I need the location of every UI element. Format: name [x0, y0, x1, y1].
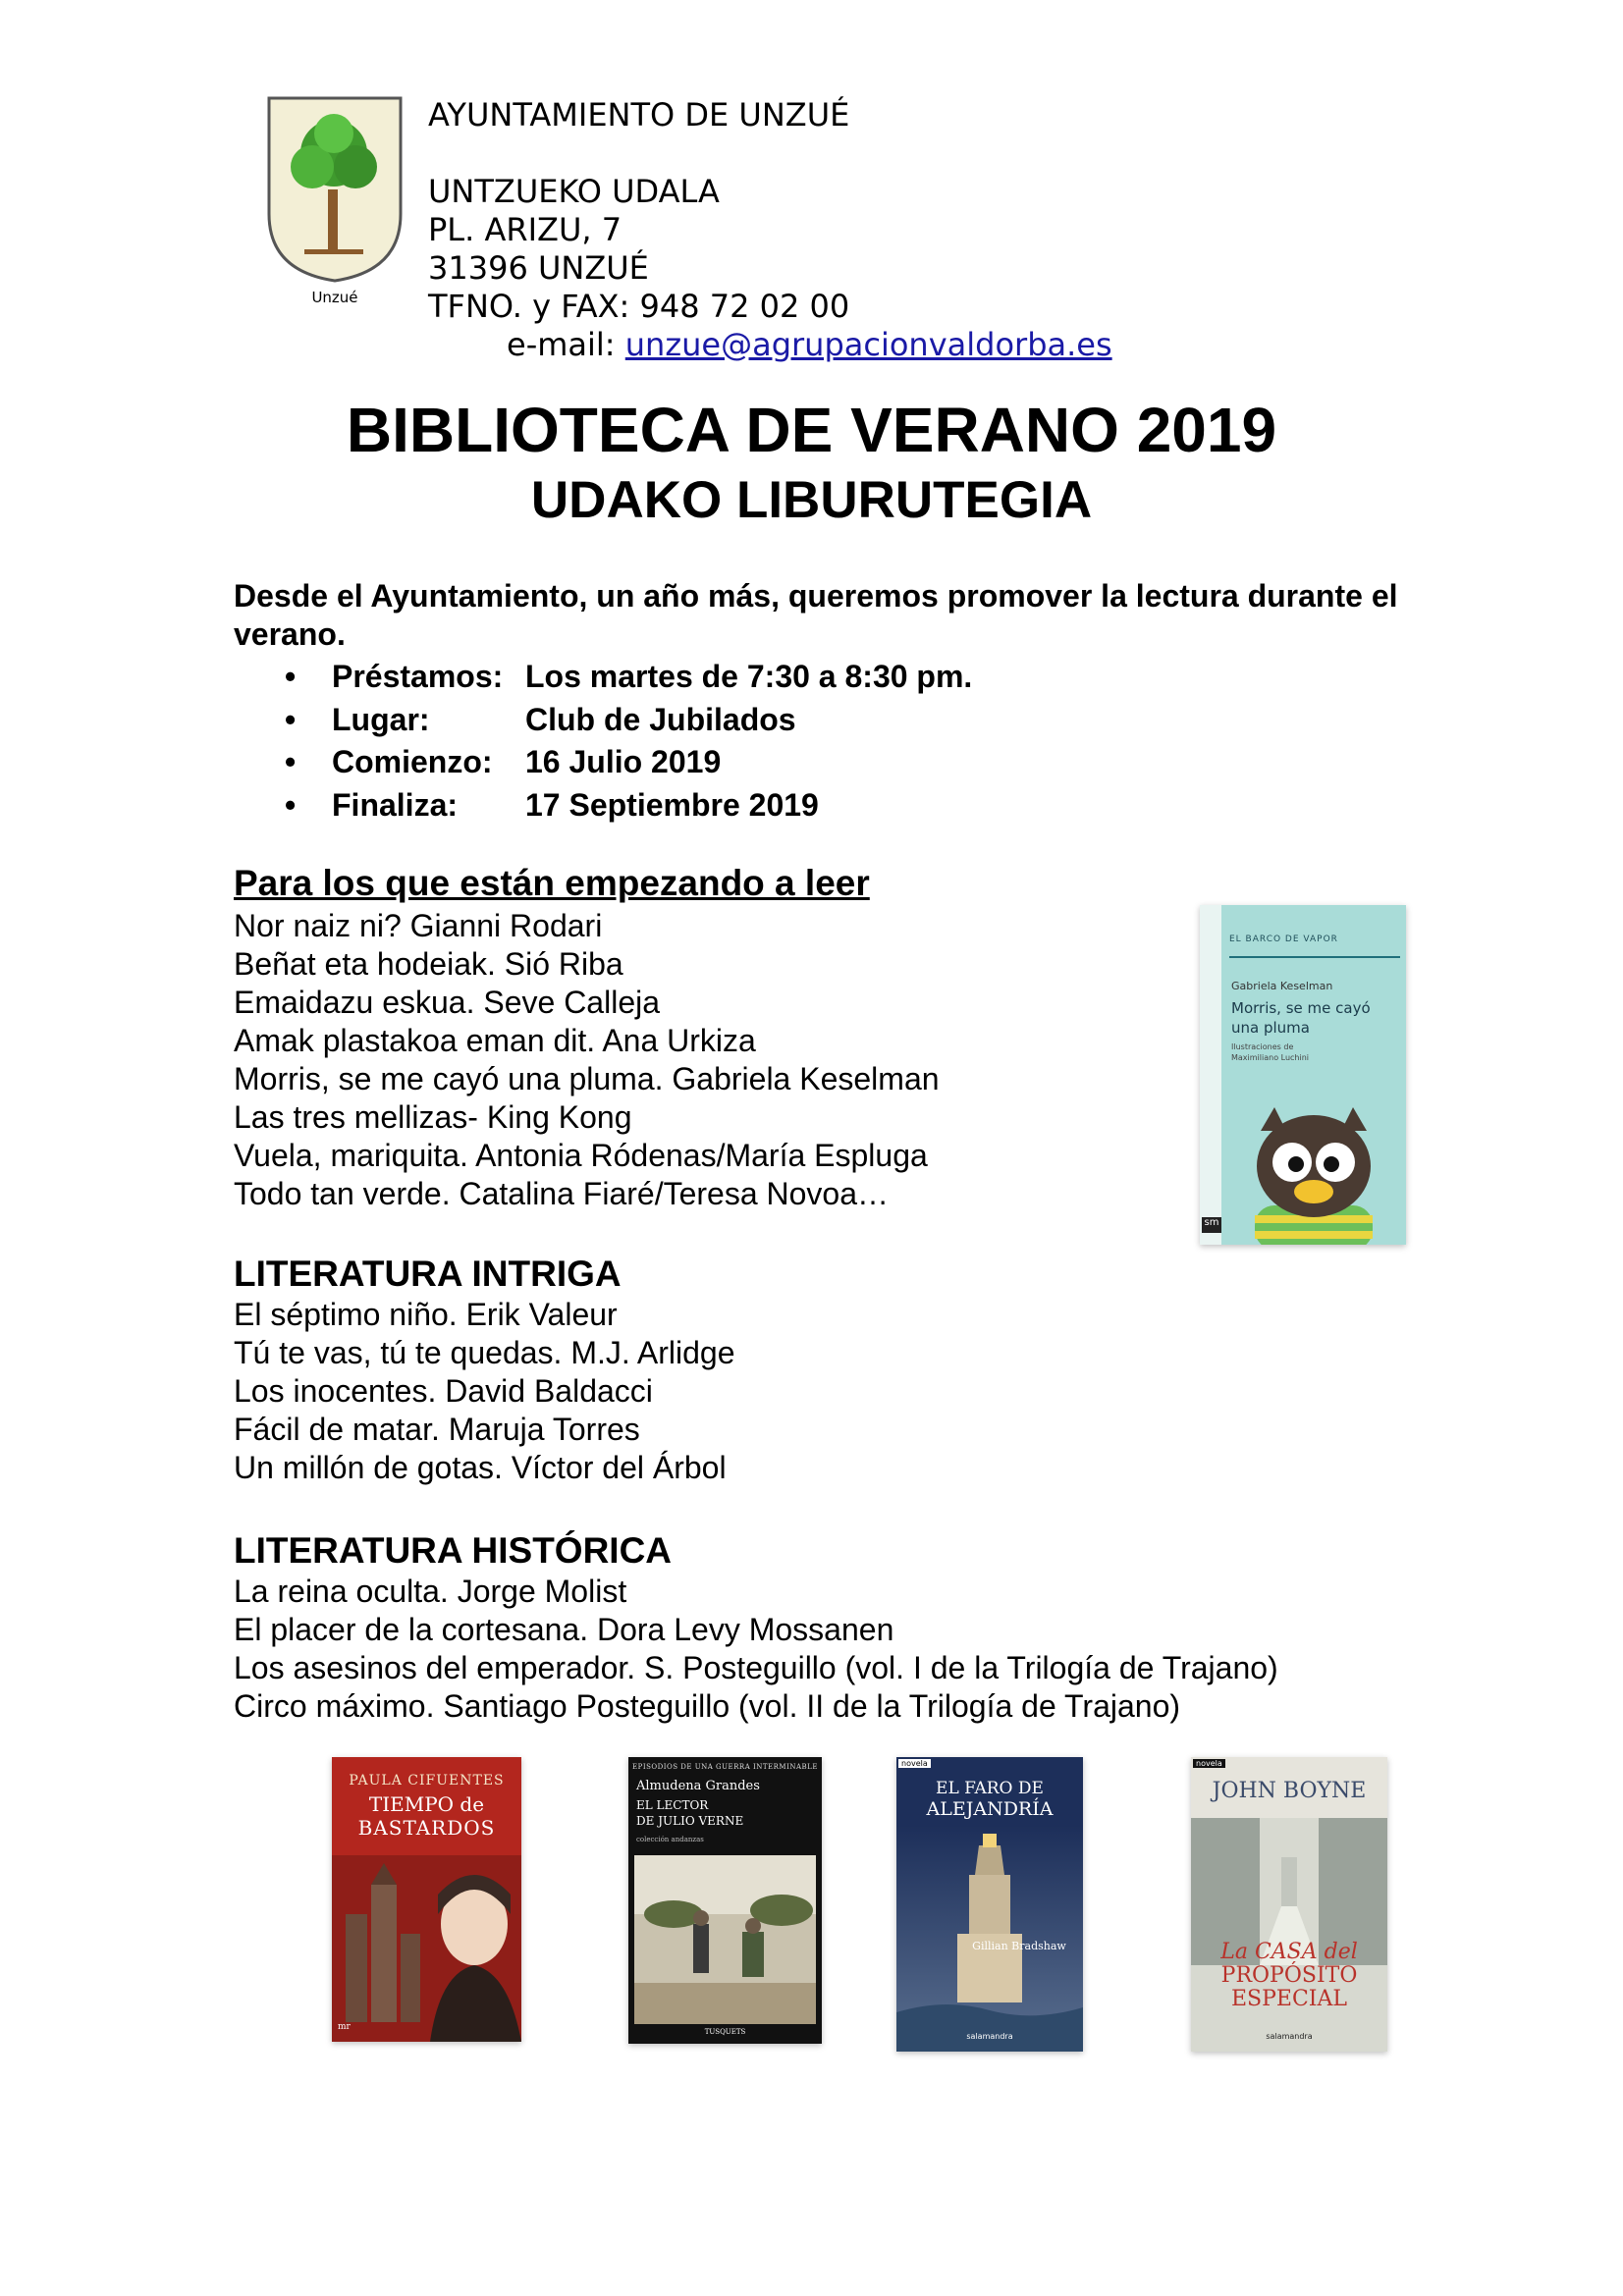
lighthouse-illustration-icon: [896, 1826, 1083, 2052]
book-cover-la-casa-del-proposito-especial: [1191, 1757, 1387, 2052]
cover-title-line2: ALEJANDRÍA: [926, 1798, 1054, 1820]
list-item: Los asesinos del emperador. S. Posteguillo (vol. I de la Trilogía de Trajano): [234, 1650, 1278, 1685]
cover-publisher: sm: [1202, 1217, 1221, 1233]
list-item: Un millón de gotas. Víctor del Árbol: [234, 1450, 727, 1485]
detail-value: Los martes de 7:30 a 8:30 pm.: [525, 659, 973, 694]
cover-title-line1: EL LECTOR: [636, 1798, 709, 1812]
list-item: Todo tan verde. Catalina Fiaré/Teresa Novoa…: [234, 1176, 890, 1211]
owl-illustration-icon: [1245, 1097, 1382, 1245]
list-item: Amak plastakoa eman dit. Ana Urkiza: [234, 1023, 756, 1058]
email-label: e-mail:: [507, 326, 616, 363]
detail-value: Club de Jubilados: [525, 701, 796, 737]
detail-value: 17 Septiembre 2019: [525, 786, 819, 823]
bullet-icon: •: [285, 659, 297, 694]
cover-author: JOHN BOYNE: [1212, 1779, 1367, 1803]
cover-label: novela: [898, 1759, 931, 1768]
cover-title-line2: BASTARDOS: [357, 1816, 496, 1840]
list-item: Las tres mellizas- King Kong: [234, 1099, 632, 1135]
book-cover-el-lector-de-julio-verne: [628, 1757, 822, 2044]
book-cover-morris: [1200, 905, 1406, 1245]
org-name-eu: UNTZUEKO UDALA: [428, 173, 720, 210]
book-list-beginners: [234, 907, 940, 1213]
section-title-intrigue: LITERATURA INTRIGA: [234, 1254, 622, 1294]
street-address: PL. ARIZU, 7: [428, 211, 622, 248]
page-subtitle: UDAKO LIBURUTEGIA: [530, 471, 1093, 529]
book-cover-tiempo-de-bastardos: [332, 1757, 521, 2042]
email-line: [428, 326, 1112, 364]
photo-illustration-icon: [634, 1855, 816, 2024]
list-item: Beñat eta hodeiak. Sió Riba: [234, 946, 623, 982]
section-title-beginners: Para los que están empezando a leer: [234, 863, 870, 903]
cover-series: EL BARCO DE VAPOR: [1229, 934, 1338, 944]
list-item: El séptimo niño. Erik Valeur: [234, 1297, 618, 1332]
cover-author: PAULA CIFUENTES: [349, 1773, 505, 1789]
cover-publisher: salamandra: [966, 2032, 1013, 2041]
cover-title-line1: EL FARO DE: [936, 1779, 1044, 1798]
detail-value: 16 Julio 2019: [525, 744, 722, 779]
cover-title-line1: TIEMPO de: [368, 1792, 485, 1816]
cover-title-line1: Morris, se me cayó: [1231, 999, 1371, 1017]
coat-of-arms-logo: [265, 96, 405, 306]
list-item: La reina oculta. Jorge Molist: [234, 1574, 627, 1609]
cover-publisher: mr: [338, 2022, 351, 2032]
list-item: El placer de la cortesana. Dora Levy Mossanen: [234, 1612, 894, 1647]
cover-title-line2: PROPÓSITO: [1220, 1963, 1358, 1988]
list-item: Tú te vas, tú te quedas. M.J. Arlidge: [234, 1335, 735, 1370]
list-item: Morris, se me cayó una pluma. Gabriela Keselman: [234, 1061, 940, 1096]
section-title-historical: LITERATURA HISTÓRICA: [234, 1530, 673, 1571]
cover-illustrator: Maximiliano Luchini: [1231, 1053, 1310, 1062]
cover-author: Gillian Bradshaw: [972, 1940, 1066, 1952]
cover-author: Almudena Grandes: [636, 1779, 760, 1793]
list-item: Fácil de matar. Maruja Torres: [234, 1412, 640, 1447]
cover-label: novela: [1193, 1759, 1225, 1768]
cover-publisher: TUSQUETS: [704, 2028, 746, 2036]
phone-fax: TFNO. y FAX: 948 72 02 00: [428, 288, 850, 325]
intro-paragraph: Desde el Ayuntamiento, un año más, queremos promover la lectura durante el verano.: [234, 578, 1398, 652]
cover-title-line2: DE JULIO VERNE: [636, 1814, 744, 1828]
list-item: Emaidazu eskua. Seve Calleja: [234, 985, 661, 1020]
org-name-es: AYUNTAMIENTO DE UNZUÉ: [428, 96, 850, 133]
book-list-historical: [234, 1573, 1278, 1726]
detail-label: Lugar:: [332, 701, 430, 737]
list-item: Vuela, mariquita. Antonia Ródenas/María Espluga: [234, 1138, 928, 1173]
list-item: Los inocentes. David Baldacci: [234, 1373, 653, 1409]
detail-label: Préstamos:: [332, 659, 504, 694]
bullet-icon: •: [285, 701, 297, 737]
detail-label: Finaliza:: [332, 786, 459, 823]
book-list-intrigue: [234, 1296, 734, 1487]
address-block: [428, 96, 1112, 364]
cover-series: EPISODIOS DE UNA GUERRA INTERMINABLE: [632, 1763, 818, 1771]
email-link[interactable]: unzue@agrupacionvaldorba.es: [624, 326, 1112, 363]
cover-collection: colección andanzas: [636, 1836, 704, 1843]
book-cover-el-faro-de-alejandria: [896, 1757, 1083, 2052]
forest-illustration-icon: [1191, 1818, 1387, 2052]
detail-label: Comienzo:: [332, 744, 493, 779]
cover-illustrator-label: Ilustraciones de: [1231, 1042, 1294, 1051]
bullet-icon: •: [285, 744, 297, 779]
cover-title-line2: una pluma: [1231, 1019, 1310, 1037]
cover-publisher: salamandra: [1266, 2032, 1313, 2041]
list-item: Nor naiz ni? Gianni Rodari: [234, 908, 603, 943]
bullet-icon: •: [285, 786, 297, 823]
postal-address: 31396 UNZUÉ: [428, 249, 649, 287]
page-title: BIBLIOTECA DE VERANO 2019: [346, 395, 1277, 465]
cover-author: Gabriela Keselman: [1231, 980, 1333, 992]
shield-caption: Unzué: [311, 289, 358, 306]
cover-title-line3: ESPECIAL: [1230, 1987, 1347, 2011]
castle-portrait-illustration-icon: [332, 1855, 521, 2042]
cover-title-line1: La CASA del: [1220, 1940, 1358, 1964]
list-item: Circo máximo. Santiago Posteguillo (vol. II de la Trilogía de Trajano): [234, 1688, 1181, 1724]
